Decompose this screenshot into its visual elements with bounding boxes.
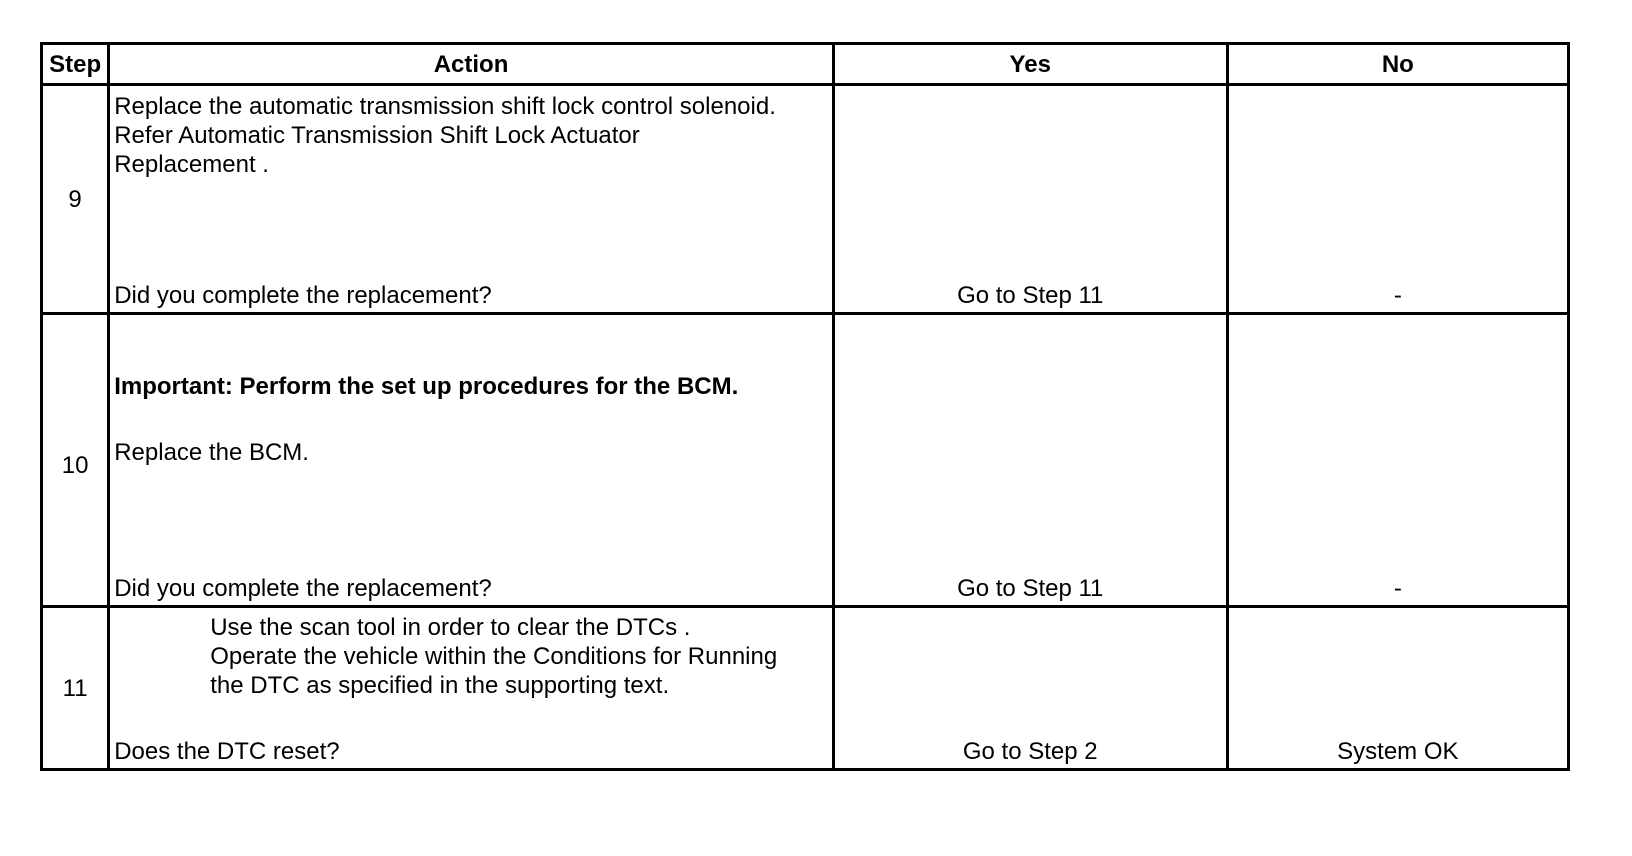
table-row — [42, 85, 1569, 314]
action-cell — [109, 85, 834, 314]
question-text: Does the DTC reset? — [114, 738, 340, 765]
no-cell — [1227, 314, 1568, 607]
header-action: Action — [109, 44, 834, 85]
action-cell — [109, 607, 834, 770]
action-line: Refer Automatic Transmission Shift Lock Actuator — [114, 122, 640, 149]
action-text — [210, 613, 777, 700]
action-line: Replacement . — [114, 151, 269, 178]
table-row — [42, 607, 1569, 770]
action-text — [114, 92, 776, 179]
yes-cell — [833, 607, 1227, 770]
no-cell — [1227, 85, 1568, 314]
no-result: - — [1393, 282, 1402, 309]
header-row — [42, 44, 1569, 85]
question-text: Did you complete the replacement? — [114, 282, 492, 309]
step-number: 9 — [42, 85, 109, 314]
no-cell — [1227, 607, 1568, 770]
step-number: 11 — [42, 607, 109, 770]
question-text: Did you complete the replacement? — [114, 575, 492, 602]
action-line: Use the scan tool in order to clear the DTCs . — [210, 614, 691, 641]
yes-result: Go to Step 11 — [957, 575, 1104, 602]
no-result: System OK — [1337, 738, 1459, 765]
table-row — [42, 314, 1569, 607]
header-no: No — [1227, 44, 1568, 85]
yes-cell — [833, 85, 1227, 314]
action-line: the DTC as specified in the supporting text. — [210, 672, 670, 699]
action-line: Operate the vehicle within the Conditions for Running — [210, 643, 778, 670]
header-step: Step — [42, 44, 109, 85]
yes-result: Go to Step 2 — [962, 738, 1098, 765]
action-cell — [109, 314, 834, 607]
step-number: 10 — [42, 314, 109, 607]
no-result: - — [1393, 575, 1402, 602]
action-line: Replace the BCM. — [114, 439, 309, 466]
important-note: Important: Perform the set up procedures for the BCM. — [114, 373, 739, 400]
yes-result: Go to Step 11 — [957, 282, 1104, 309]
diagnostic-table — [40, 42, 1570, 771]
action-line: Replace the automatic transmission shift lock control solenoid. — [114, 93, 776, 120]
header-yes: Yes — [833, 44, 1227, 85]
action-text — [114, 438, 309, 467]
yes-cell — [833, 314, 1227, 607]
